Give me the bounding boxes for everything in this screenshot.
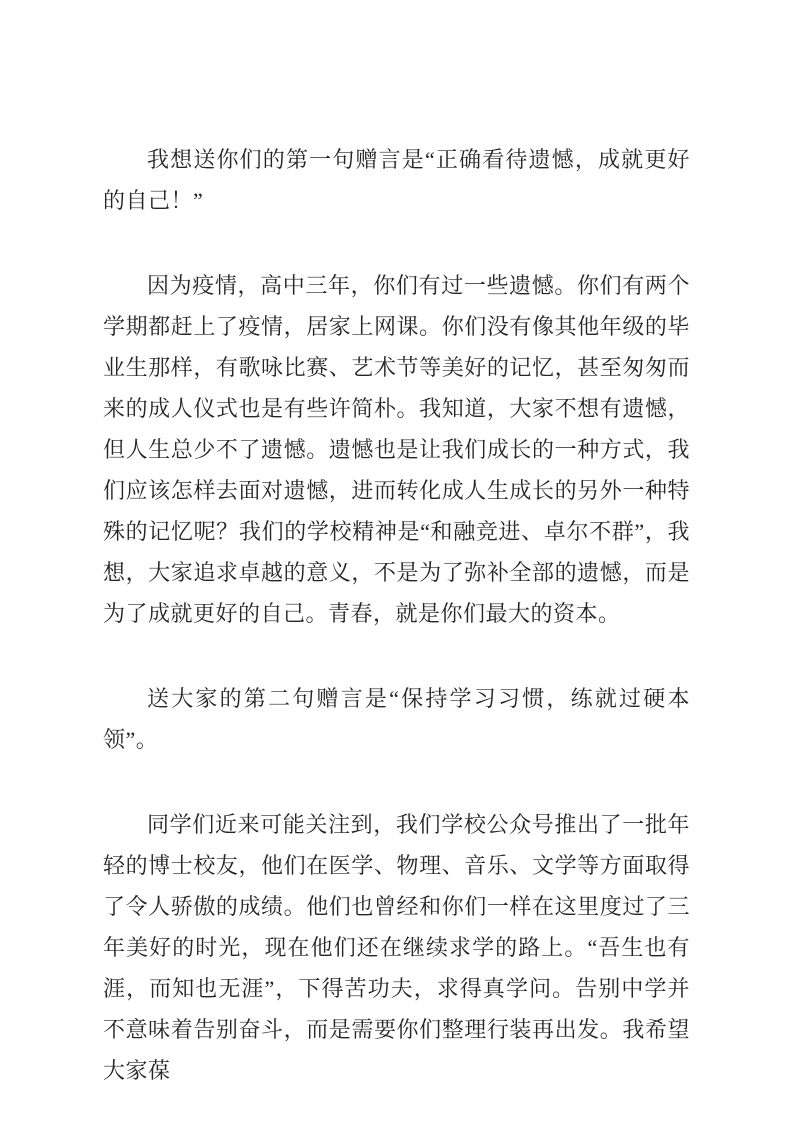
paragraph-first-message: 我想送你们的第一句赠言是“正确看待遗憾，成就更好的自己！” xyxy=(103,147,690,213)
paragraph-second-message: 送大家的第二句赠言是“保持学习习惯，练就过硬本领”。 xyxy=(103,686,690,752)
paragraph-alumni-study: 同学们近来可能关注到，我们学校公众号推出了一批年轻的博士校友，他们在医学、物理、音乐、文学等方面取得了令人骄傲的成绩。他们也曾经和你们一样在这里度过了三年美好的时光，现在他们还在继续求学的路上。“吾生也有涯，而知也无涯”，下得苦功夫，求得真学问。告别中学并不意味着告别奋斗，而是需要你们整理行装再出发。我希望大家葆 xyxy=(103,812,690,1083)
paragraph-pandemic-regrets: 因为疫情，高中三年，你们有过一些遗憾。你们有两个学期都赶上了疫情，居家上网课。你们没有像其他年级的毕业生那样，有歌咏比赛、艺术节等美好的记忆，甚至匆匆而来的成人仪式也是有些许简朴。我知道，大家不想有遗憾，但人生总少不了遗憾。遗憾也是让我们成长的一种方式，我们应该怎样去面对遗憾，进而转化成人生成长的另外一种特殊的记忆呢？我们的学校精神是“和融竞进、卓尔不群”，我想，大家追求卓越的意义，不是为了弥补全部的遗憾，而是为了成就更好的自己。青春，就是你们最大的资本。 xyxy=(103,273,690,626)
